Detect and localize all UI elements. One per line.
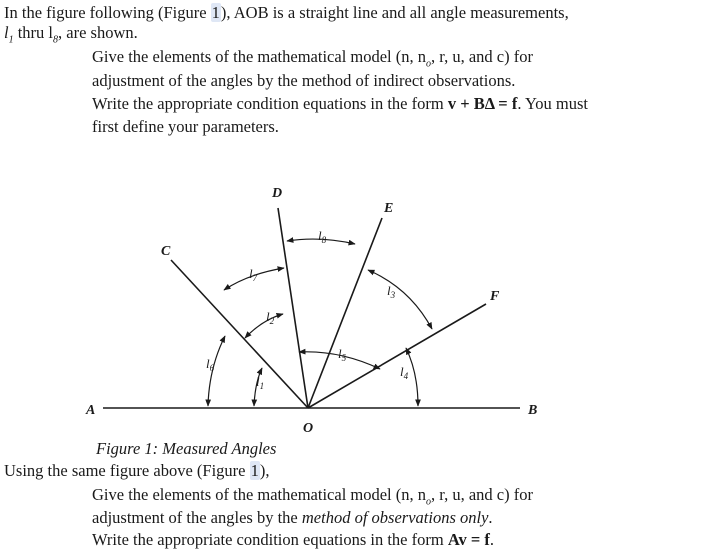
figure-caption: Figure 1: Measured Angles [96, 439, 277, 458]
part2-text: . [488, 508, 493, 527]
intro-text: thru l [13, 23, 54, 42]
point-label-E: E [384, 201, 394, 216]
part1-line-4 [92, 117, 279, 137]
method-name: method of observations only [301, 508, 489, 527]
angle-label-l2: $l_2$ [266, 309, 275, 326]
part1-text: Write the appropriate condition equations in the form [92, 94, 448, 113]
point-label-F: F [490, 289, 500, 304]
part2-line-2 [92, 508, 493, 528]
angle-subscript: 1 [8, 34, 14, 46]
angle-label-l5: $l_5$ [338, 346, 347, 363]
point-label-C: C [161, 244, 171, 259]
point-label-O: O [303, 421, 314, 436]
equation: v + BΔ = f [447, 94, 518, 113]
part1-text: . You must [517, 94, 588, 113]
outro-line [4, 461, 269, 481]
part1-text: , r, u, and c) for [431, 47, 533, 66]
point-label-D: D [272, 186, 283, 201]
part2-text: , r, u, and c) for [431, 485, 533, 504]
arc-l3 [368, 270, 432, 329]
equation: Av = f [447, 530, 490, 549]
part1-text: adjustment of the angles by the method of indirect observations. [92, 71, 516, 90]
figure-reference-link[interactable]: 1 [211, 3, 220, 22]
part1-text: first define your parameters. [92, 117, 279, 136]
part2-text: adjustment of the angles by the [92, 508, 302, 527]
part2-text: Give the elements of the mathematical model (n, n [92, 485, 427, 504]
angle-label-l8: $l_8$ [318, 228, 327, 245]
ray-OF [308, 304, 486, 408]
outro-text: ), [259, 461, 270, 480]
intro-line-1 [4, 3, 569, 23]
angle-figure [0, 178, 711, 438]
angle-label-l1: $l_1$ [256, 374, 265, 391]
angle-label-l4: $l_4$ [400, 364, 409, 381]
angle-symbol: l [4, 23, 9, 42]
angle-subscript: 8 [53, 34, 59, 46]
part1-line-2 [92, 71, 515, 91]
part1-line-3 [92, 94, 588, 114]
ray-OC [171, 260, 308, 408]
outro-text: Using the same figure above (Figure [4, 461, 250, 480]
ray-OD [278, 208, 308, 408]
subscript: o [426, 496, 432, 508]
angle-label-l7: $l_7$ [249, 266, 258, 283]
ray-OE [308, 218, 382, 408]
part2-text: . [489, 530, 495, 549]
angle-label-l3: $l_3$ [387, 283, 396, 300]
part2-line-3 [92, 530, 494, 550]
arc-l2 [245, 314, 283, 338]
angle-label-l6: $l_6$ [206, 356, 215, 373]
point-label-A: A [86, 403, 96, 418]
figure-reference-link[interactable]: 1 [250, 461, 259, 480]
part2-text: Write the appropriate condition equations in the form [92, 530, 448, 549]
point-label-B: B [528, 403, 538, 418]
intro-text: ), AOB is a straight line and all angle measurements, [220, 3, 569, 22]
intro-text: In the figure following (Figure [4, 3, 211, 22]
part1-text: Give the elements of the mathematical model (n, n [92, 47, 427, 66]
intro-text: , are shown. [58, 23, 138, 42]
subscript: o [426, 58, 432, 70]
